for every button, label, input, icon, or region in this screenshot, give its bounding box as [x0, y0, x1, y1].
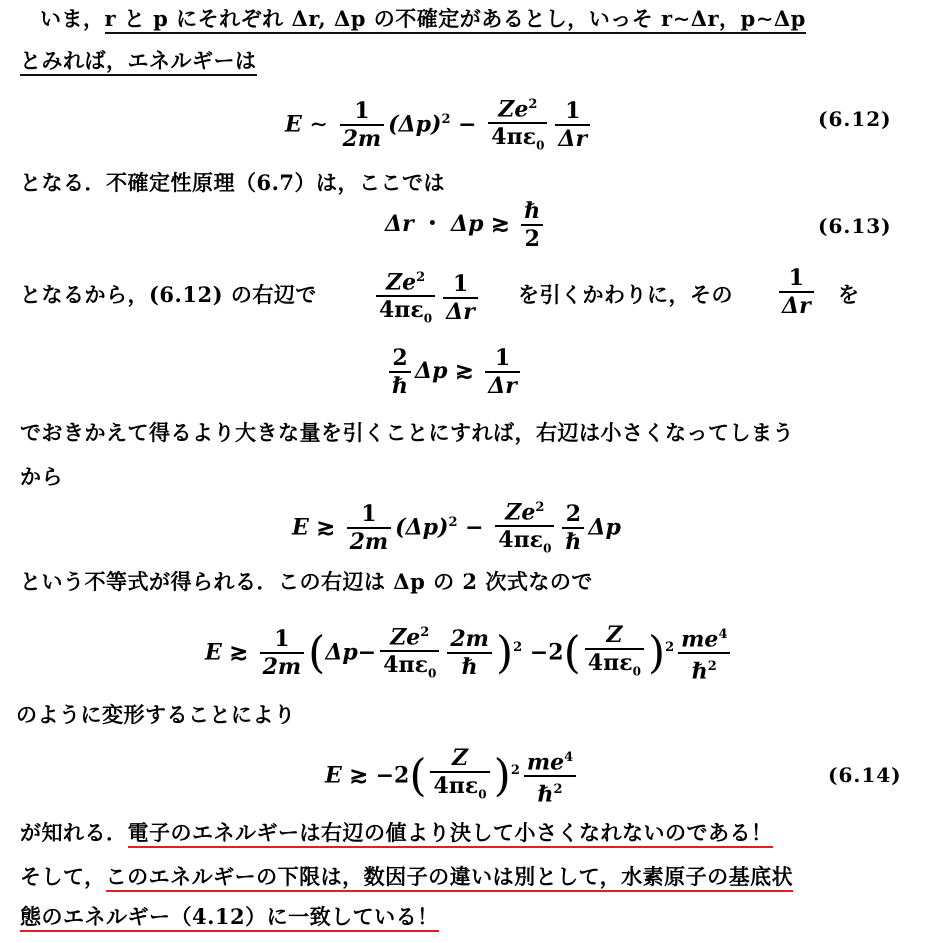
frac-hbar-sq: 2 — [707, 659, 717, 675]
eq-dp: Δp — [325, 639, 358, 666]
text-line-1 — [40, 4, 806, 34]
text-p9-pre: が知れる． — [20, 820, 128, 845]
frac-Ze2-over-4pieps0 — [376, 265, 435, 332]
frac-den: Δr — [782, 293, 811, 319]
frac-num: Z — [430, 745, 489, 773]
frac-den: Δr — [558, 126, 588, 153]
frac-num: 2 — [389, 345, 411, 373]
eq-sq: 2 — [510, 763, 520, 778]
text-p4-b: を引くかわりに，その — [518, 282, 733, 307]
frac-me4-over-hbar2 — [524, 745, 576, 808]
frac-num: 1 — [443, 271, 478, 299]
frac-eps-sub: 0 — [543, 541, 552, 556]
frac-eps-sub: 0 — [478, 787, 487, 802]
equation-number-6-13: (6.13) — [818, 214, 892, 238]
frac-Ze: Ze — [390, 624, 421, 651]
eq-sq: 2 — [441, 112, 451, 128]
frac-den: 2m — [262, 654, 302, 681]
frac-hbar-sq: 2 — [553, 782, 563, 798]
frac-Ze: Ze — [386, 269, 417, 296]
frac-den: ℏ — [461, 654, 478, 681]
text-line-6: から — [20, 464, 63, 489]
eq-rparen: ) — [495, 627, 514, 679]
text-line-11 — [20, 902, 439, 932]
eq-dp: Δp — [451, 211, 484, 237]
frac-me: me — [681, 626, 719, 653]
frac-num: 1 — [779, 265, 814, 293]
frac-hbar: ℏ — [537, 781, 554, 808]
frac-4pieps: 4πε — [433, 773, 479, 800]
frac-2m-over-hbar — [447, 626, 492, 680]
equation-number-6-12: (6.12) — [818, 107, 892, 131]
frac-hbar: ℏ — [691, 658, 708, 685]
text-line-4c — [838, 280, 860, 310]
frac-Ze-sq: 2 — [528, 97, 538, 112]
frac-den: Δr — [488, 373, 517, 399]
frac-hbar-over-2 — [521, 198, 543, 252]
frac-num: ℏ — [521, 198, 543, 226]
frac-den: 2m — [349, 529, 389, 556]
eq-E: E — [285, 111, 302, 138]
frac-4pieps: 4πε — [491, 124, 537, 151]
equation-replacement — [385, 345, 524, 399]
eq-rparen: ) — [647, 627, 666, 679]
frac-den: 2m — [342, 126, 382, 153]
text-p10-pre: そして， — [20, 864, 106, 889]
frac-den: 2 — [524, 226, 540, 252]
frac-num: 1 — [485, 345, 520, 373]
eq-gtrsim: ≳ — [316, 514, 335, 541]
eq-lparen: ( — [563, 627, 581, 679]
eq-E: E — [292, 514, 309, 541]
frac-Ze2-over-4pieps0 — [495, 495, 554, 562]
eq-dp: Δp — [415, 358, 448, 384]
inline-frac-Ze2 — [372, 265, 482, 332]
frac-4pieps: 4πε — [379, 297, 424, 324]
eq-neg2: −2 — [375, 762, 410, 789]
frac-eps-sub: 0 — [536, 138, 545, 153]
frac-Ze-sq: 2 — [535, 500, 545, 515]
eq-minus: − — [357, 639, 377, 666]
frac-1-over-2m — [347, 501, 392, 555]
eq-dot: ・ — [421, 211, 444, 237]
frac-1-over-dr — [485, 345, 520, 399]
frac-eps-sub: 0 — [428, 666, 437, 681]
eq-rparen: ) — [493, 750, 511, 802]
frac-me4-over-hbar2 — [678, 622, 730, 685]
text-line-2 — [20, 46, 257, 76]
eq-sim: ∼ — [309, 111, 328, 138]
frac-2-over-hbar — [562, 501, 584, 555]
text-line-10 — [20, 862, 793, 892]
text-p11-underlined: 態のエネルギー（4.12）に一致している！ — [20, 904, 439, 932]
text-p1-underlined: r と p にそれぞれ Δr, Δp の不確定があるとし，いっそ r∼Δr，p∼Δp — [105, 6, 806, 34]
eq-E: E — [205, 639, 222, 666]
eq-gtrsim: ≳ — [349, 762, 368, 789]
text-line-7: という不等式が得られる．この右辺は Δp の 2 次式なので — [20, 569, 593, 594]
text-p9-underlined: 電子のエネルギーは右辺の値より決して小さくなれないのである！ — [128, 820, 773, 848]
text-p1-pre: いま， — [40, 6, 105, 31]
eq-gtrsim: ≳ — [229, 639, 248, 666]
frac-Ze2-over-4pieps0 — [380, 620, 439, 687]
equation-completed-square — [205, 620, 734, 687]
frac-eps-sub: 0 — [423, 311, 433, 326]
frac-num: 1 — [340, 98, 385, 126]
eq-gtrsim: ≳ — [455, 358, 474, 384]
eq-dr: Δr — [385, 211, 414, 237]
frac-Z-over-4pieps0 — [585, 622, 644, 684]
frac-e-pow: 4 — [564, 750, 574, 765]
eq-lparen: ( — [409, 750, 427, 802]
frac-me: me — [526, 749, 565, 776]
eq-sq: 2 — [513, 640, 523, 656]
equation-number-6-14: (6.14) — [828, 763, 902, 787]
frac-1-over-2m — [340, 98, 385, 152]
equation-inequality-1 — [292, 495, 621, 562]
text-line-5: でおきかえて得るより大きな量を引くことにすれば，右辺は小さくなってしまう — [20, 420, 794, 445]
text-p10-underlined: このエネルギーの下限は，数因子の違いは別として，水素原子の基底状 — [106, 864, 794, 892]
frac-num: 1 — [260, 626, 305, 654]
text-line-9 — [20, 818, 773, 848]
frac-num: 2m — [447, 626, 492, 654]
eq-gtrsim: ≳ — [491, 211, 510, 237]
text-line-4b — [518, 280, 733, 310]
frac-eps-sub: 0 — [632, 664, 641, 679]
frac-Z-over-4pieps0 — [430, 745, 489, 807]
frac-den: ℏ — [392, 373, 408, 399]
eq-sq: 2 — [448, 515, 458, 531]
text-line-3: となる．不確定性原理（6.7）は，ここでは — [20, 170, 446, 195]
frac-Ze: Ze — [498, 96, 529, 123]
frac-num: 1 — [347, 501, 392, 529]
text-line-8: のように変形することにより — [16, 702, 296, 727]
frac-1-over-2m — [260, 626, 305, 680]
frac-1-over-dr — [555, 98, 590, 152]
frac-2-over-hbar — [389, 345, 411, 399]
text-p2-underlined: とみれば，エネルギーは — [20, 48, 257, 76]
eq-lparen: ( — [308, 627, 326, 679]
equation-6-12 — [285, 92, 594, 159]
frac-Ze: Ze — [505, 499, 536, 526]
eq-dp: (Δp) — [388, 111, 442, 138]
eq-minus: − — [458, 111, 477, 138]
frac-Ze2-over-4pieps0 — [488, 92, 547, 159]
eq-dp: Δp — [588, 514, 621, 541]
eq-sq: 2 — [665, 640, 675, 656]
eq-neg2: −2 — [529, 639, 564, 666]
eq-E: E — [325, 762, 342, 789]
text-p4-a: となるから，(6.12) の右辺で — [20, 282, 317, 307]
frac-num: 1 — [555, 98, 590, 126]
eq-dp: (Δp) — [395, 514, 449, 541]
frac-1-over-dr — [443, 271, 478, 325]
frac-4pieps: 4πε — [498, 527, 544, 554]
frac-4pieps: 4πε — [587, 650, 633, 677]
inline-frac-1-over-dr — [775, 265, 818, 319]
frac-1-over-dr — [779, 265, 814, 319]
frac-4pieps: 4πε — [383, 652, 429, 679]
frac-den: Δr — [446, 299, 475, 326]
eq-minus: − — [465, 514, 484, 541]
frac-e-pow: 4 — [718, 627, 728, 643]
text-line-4 — [20, 280, 317, 310]
frac-Ze-sq: 2 — [420, 625, 430, 640]
frac-Ze-sq: 2 — [416, 270, 426, 285]
frac-num: 2 — [562, 501, 584, 529]
frac-num: Z — [585, 622, 644, 650]
equation-6-13 — [385, 198, 547, 252]
frac-den: ℏ — [565, 529, 582, 556]
text-p4-c: を — [838, 282, 860, 307]
equation-6-14 — [325, 745, 580, 808]
